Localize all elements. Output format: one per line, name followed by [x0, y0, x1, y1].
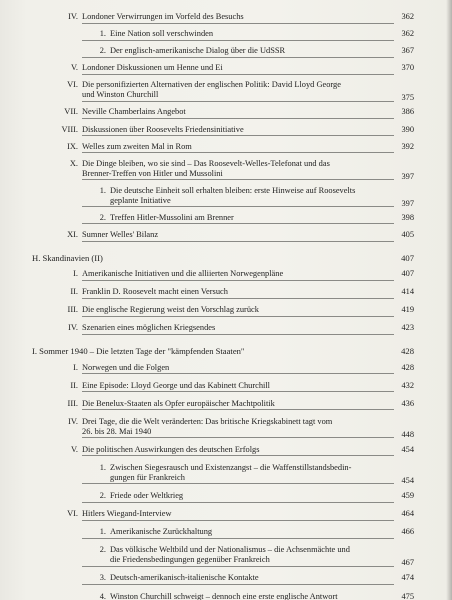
entry-number: I.: [73, 362, 78, 372]
divider-line: [82, 409, 394, 410]
entry-title: Welles zum zweiten Mal in Rom: [82, 141, 192, 151]
divider-line: [82, 241, 394, 242]
entry-title: Hitlers Wiegand-Interview: [82, 509, 172, 519]
section-title: I. Sommer 1940 – Die letzten Tage der "kämpfenden Staaten": [32, 345, 245, 356]
toc-entry[interactable]: [60, 509, 414, 519]
divider-line: [82, 74, 394, 75]
toc-entry[interactable]: [60, 46, 414, 56]
divider-line: [82, 23, 394, 24]
divider-line: [82, 179, 394, 180]
entry-number: 3.: [99, 573, 106, 583]
entry-number: V.: [70, 444, 78, 454]
toc-entry[interactable]: [60, 545, 414, 568]
entry-page-number: 464: [401, 509, 414, 519]
entry-title: Deutsch-amerikanisch-italienische Kontakte: [110, 573, 259, 583]
toc-entry[interactable]: [60, 305, 414, 315]
entry-number: I.: [73, 269, 78, 279]
entry-title: Die personifizierten Alternativen der englischen Politik: David Lloyd George und Winston Churchill: [82, 80, 341, 100]
divider-line: [82, 280, 394, 281]
entry-page-number: 362: [401, 12, 414, 21]
entry-page-number: 475: [401, 591, 414, 600]
entry-page-number: 397: [401, 171, 414, 181]
entry-number: VI.: [67, 509, 78, 519]
entry-number: IV.: [68, 416, 78, 426]
entry-number: II.: [70, 287, 78, 297]
entry-number: VIII.: [61, 124, 78, 134]
entry-number: XI.: [67, 230, 78, 240]
entry-title: Die englische Regierung weist den Vorschlag zurück: [82, 305, 259, 315]
toc-entry[interactable]: [60, 363, 414, 373]
divider-line: [82, 584, 394, 585]
page-edge-shadow: [446, 0, 452, 600]
divider-line: [82, 520, 394, 521]
entry-page-number: 474: [401, 573, 414, 583]
entry-page-number: 428: [401, 362, 414, 372]
entry-page-number: 432: [401, 380, 414, 390]
entry-number: 1.: [99, 185, 106, 195]
divider-line: [82, 40, 394, 41]
toc-entry[interactable]: [60, 230, 414, 240]
entry-page-number: 405: [401, 230, 414, 240]
section-title: H. Skandinavien (II): [32, 252, 103, 263]
toc-entry[interactable]: [60, 381, 414, 391]
entry-title: Sumner Welles' Bilanz: [82, 230, 159, 240]
entry-page-number: 375: [401, 93, 414, 103]
toc-entry[interactable]: [60, 63, 414, 73]
entry-title: Neville Chamberlains Angebot: [82, 107, 186, 117]
toc-entry[interactable]: [60, 186, 414, 206]
entry-number: 1.: [99, 527, 106, 537]
entry-number: III.: [67, 398, 78, 408]
divider-line: [82, 483, 394, 484]
entry-page-number: 459: [401, 491, 414, 501]
divider-line: [82, 118, 394, 119]
toc-section-heading[interactable]: [32, 253, 414, 263]
entry-title: Friede oder Weltkrieg: [110, 491, 184, 501]
toc-entry[interactable]: [60, 463, 414, 483]
toc-entry[interactable]: [60, 399, 414, 409]
entry-number: IV.: [68, 12, 78, 21]
divider-line: [82, 57, 394, 58]
divider-line: [82, 223, 394, 224]
divider-line: [82, 373, 394, 374]
table-of-contents: [32, 12, 414, 600]
divider-line: [82, 502, 394, 503]
entry-page-number: 397: [401, 198, 414, 208]
entry-page-number: 436: [401, 398, 414, 408]
entry-title: Treffen Hitler-Mussolini am Brenner: [110, 212, 234, 222]
divider-line: [82, 455, 394, 456]
toc-entry[interactable]: [60, 29, 414, 39]
entry-number: II.: [70, 380, 78, 390]
entry-page-number: 414: [401, 287, 414, 297]
divider-line: [82, 152, 394, 153]
entry-number: 2.: [99, 545, 106, 555]
entry-title: Londoner Diskussionen um Henne und Ei: [82, 63, 223, 73]
toc-entry[interactable]: [60, 269, 414, 279]
section-page-number: 407: [401, 252, 414, 263]
toc-entry[interactable]: [60, 287, 414, 297]
entry-title: Franklin D. Roosevelt macht einen Versuch: [82, 287, 228, 297]
entry-title: Zwischen Siegesrausch und Existenzangst – die Waffenstillstandsbedin- gungen für Frankreich: [110, 462, 352, 482]
divider-line: [82, 437, 394, 438]
entry-title: Amerikanische Initiativen und die alliierten Norwegenpläne: [82, 269, 284, 279]
entry-title: Die deutsche Einheit soll erhalten bleiben: erste Hinweise auf Roosevelts geplante Initiative: [110, 185, 356, 205]
divider-line: [82, 101, 394, 102]
entry-title: Der englisch-amerikanische Dialog über die UdSSR: [110, 46, 286, 56]
entry-number: X.: [69, 158, 78, 168]
section-page-number: 428: [401, 345, 414, 356]
entry-title: Die Dinge bleiben, wo sie sind – Das Roosevelt-Welles-Telefonat und das Brenner-Treffen von Hitler und Mussolini: [82, 158, 330, 178]
entry-page-number: 407: [401, 269, 414, 279]
entry-page-number: 467: [401, 558, 414, 568]
entry-page-number: 386: [401, 107, 414, 117]
divider-line: [82, 135, 394, 136]
entry-title: Das völkische Weltbild und der Nationalismus – die Achsenmächte und die Friedensbedingungen gegenüber Frankreich: [110, 545, 350, 565]
toc-entry[interactable]: [60, 159, 414, 179]
entry-title: Norwegen und die Folgen: [82, 362, 170, 372]
toc-entry[interactable]: [60, 527, 414, 537]
entry-title: Amerikanische Zurückhaltung: [110, 527, 213, 537]
entry-number: V.: [70, 63, 78, 73]
entry-number: 2.: [99, 491, 106, 501]
toc-entry[interactable]: [60, 445, 414, 455]
entry-page-number: 454: [401, 444, 414, 454]
divider-line: [82, 334, 394, 335]
entry-number: 4.: [99, 591, 106, 600]
entry-page-number: 454: [401, 475, 414, 485]
toc-entry[interactable]: [60, 80, 414, 103]
toc-entry[interactable]: [60, 417, 414, 437]
toc-entry[interactable]: [60, 107, 414, 117]
divider-line: [82, 538, 394, 539]
entry-page-number: 423: [401, 323, 414, 333]
entry-title: Die politischen Auswirkungen des deutschen Erfolgs: [82, 444, 260, 454]
toc-entry[interactable]: [60, 12, 414, 22]
divider-line: [82, 206, 394, 207]
entry-page-number: 367: [401, 46, 414, 56]
entry-page-number: 392: [401, 141, 414, 151]
entry-page-number: 448: [401, 429, 414, 439]
divider-line: [82, 298, 394, 299]
entry-page-number: 466: [401, 527, 414, 537]
entry-number: IX.: [67, 141, 78, 151]
toc-entry[interactable]: [60, 592, 414, 600]
toc-section-heading[interactable]: [32, 346, 414, 356]
entry-title: Drei Tage, die die Welt veränderten: Das britische Kriegskabinett tagt vom 26. bis 28. Mai 1940: [82, 416, 333, 436]
entry-title: Szenarien eines möglichen Kriegsendes: [82, 323, 216, 333]
entry-title: Eine Nation soll verschwinden: [110, 29, 214, 39]
entry-page-number: 390: [401, 124, 414, 134]
toc-entry[interactable]: [60, 125, 414, 135]
entry-page-number: 370: [401, 63, 414, 73]
entry-number: 1.: [99, 29, 106, 39]
toc-entry[interactable]: [60, 323, 414, 333]
entry-number: VII.: [64, 107, 78, 117]
entry-title: Londoner Verwirrungen im Vorfeld des Besuchs: [82, 12, 244, 21]
entry-title: Die Benelux-Staaten als Opfer europäischer Machtpolitik: [82, 398, 275, 408]
divider-line: [82, 316, 394, 317]
entry-page-number: 362: [401, 29, 414, 39]
entry-page-number: 419: [401, 305, 414, 315]
entry-page-number: 398: [401, 212, 414, 222]
entry-title: Eine Episode: Lloyd George und das Kabinett Churchill: [82, 380, 271, 390]
entry-number: VI.: [67, 80, 78, 90]
divider-line: [82, 391, 394, 392]
entry-title: Diskussionen über Roosevelts Friedensinitiative: [82, 124, 244, 134]
toc-entry[interactable]: [60, 142, 414, 152]
entry-number: 1.: [99, 462, 106, 472]
divider-line: [82, 566, 394, 567]
toc-entry[interactable]: [60, 213, 414, 223]
toc-entry[interactable]: [60, 491, 414, 501]
entry-number: 2.: [99, 46, 106, 56]
entry-number: IV.: [68, 323, 78, 333]
toc-entry[interactable]: [60, 573, 414, 583]
entry-title: Winston Churchill schweigt – dennoch eine erste englische Antwort: [110, 591, 338, 600]
entry-number: III.: [67, 305, 78, 315]
entry-number: 2.: [99, 212, 106, 222]
